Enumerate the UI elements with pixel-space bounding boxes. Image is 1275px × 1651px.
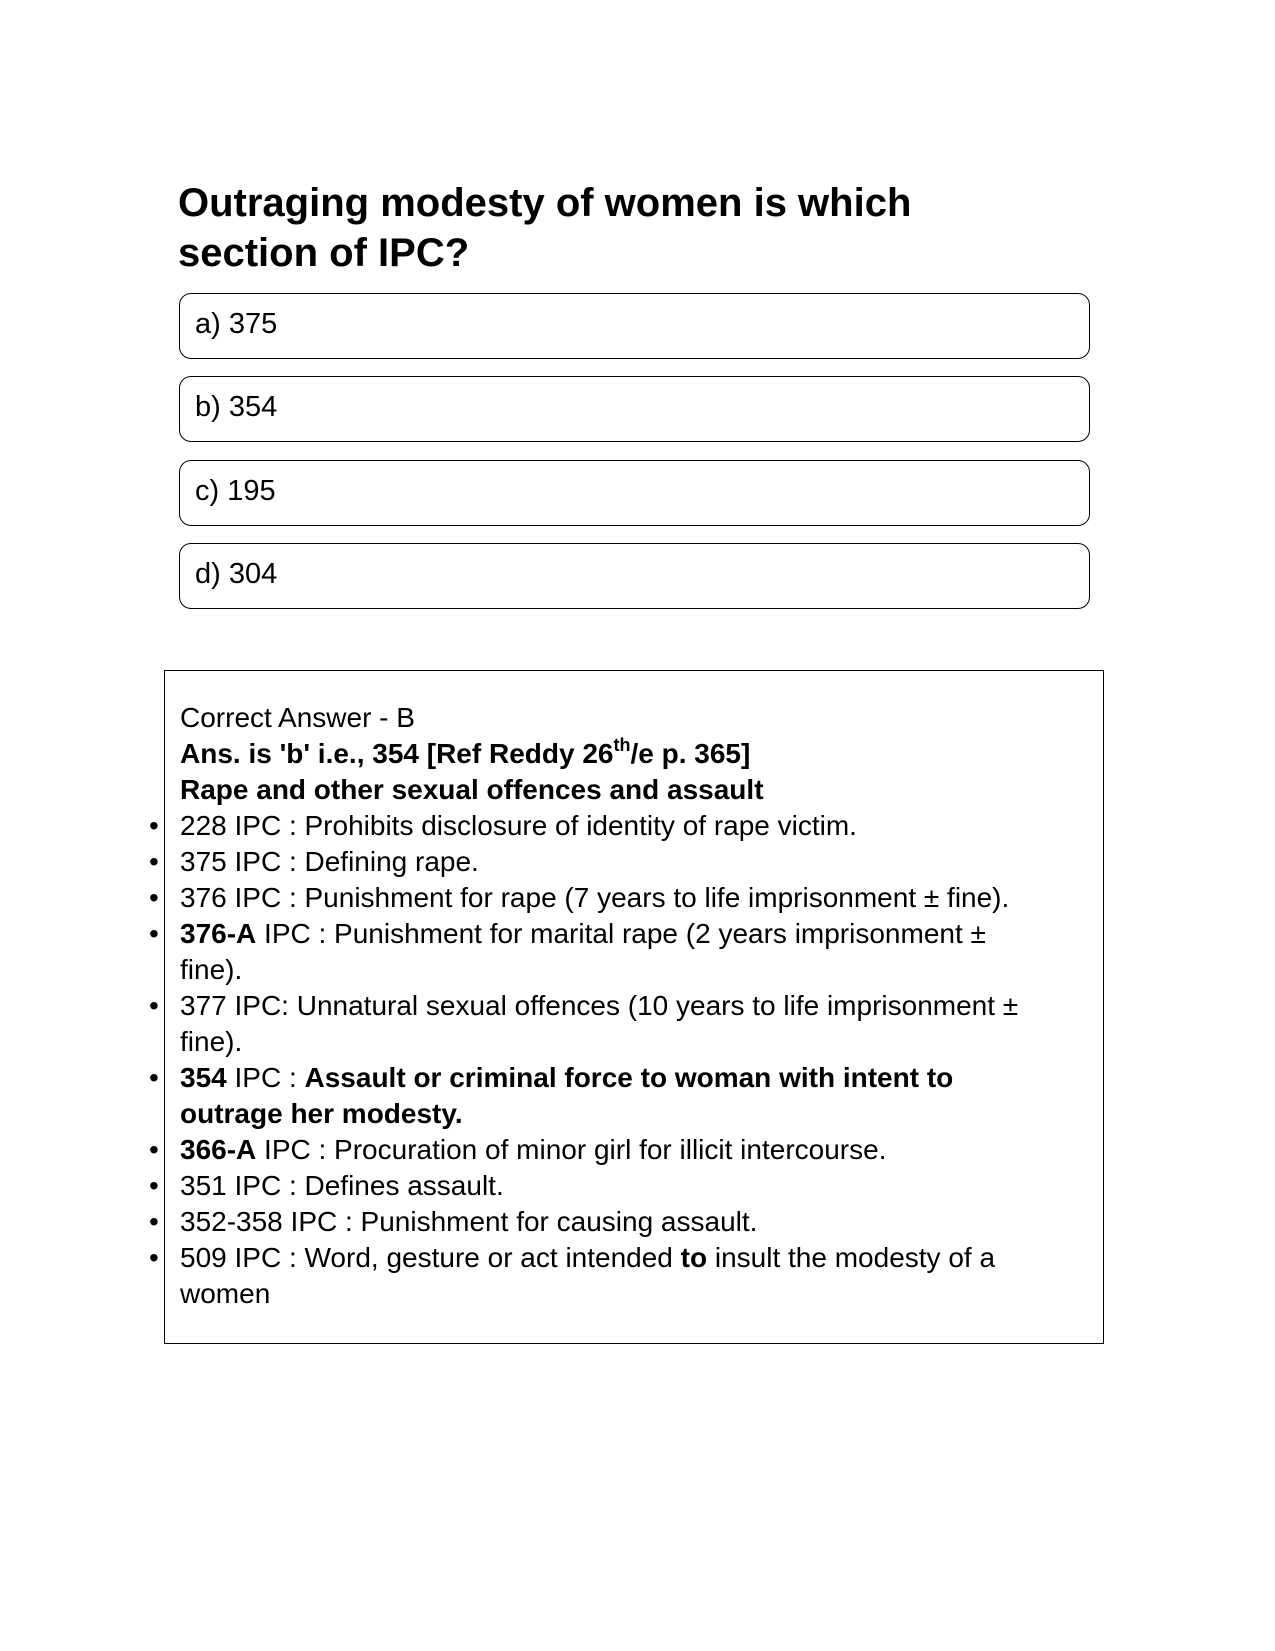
list-item: [180, 1240, 1085, 1312]
question-line-2: section of IPC?: [178, 231, 470, 275]
reference-superscript: th: [613, 735, 631, 755]
question-line-1: Outraging modesty of women is which: [178, 181, 912, 225]
point-text: IPC :: [226, 1062, 305, 1093]
point-emphasis: to: [680, 1242, 708, 1273]
option-b[interactable]: [179, 376, 1090, 442]
answer-content: [180, 700, 1085, 1312]
answer-reference: [180, 736, 1085, 772]
point-section: 354: [180, 1062, 227, 1093]
point-text: 509 IPC : Word, gesture or act intended: [180, 1242, 681, 1273]
point-emphasis: Assault or criminal force to woman with intent to: [304, 1062, 954, 1093]
point-section: 376-A: [180, 918, 257, 949]
point-text-continued: fine).: [180, 1026, 243, 1057]
option-b-label: b) 354: [195, 391, 278, 423]
list-item: [180, 880, 1085, 916]
option-a[interactable]: [179, 293, 1090, 359]
answer-heading: Rape and other sexual offences and assault: [180, 774, 764, 805]
correct-answer: Correct Answer - B: [180, 702, 415, 733]
option-d[interactable]: [179, 543, 1090, 609]
list-item: [180, 1204, 1085, 1240]
point-section: 366-A: [180, 1134, 257, 1165]
point-text: 377 IPC: Unnatural sexual offences (10 years to life imprisonment ±: [180, 990, 1019, 1021]
list-item: [180, 988, 1085, 1060]
option-d-label: d) 304: [195, 558, 278, 590]
point-text: 352-358 IPC : Punishment for causing assault.: [180, 1206, 758, 1237]
point-text-continued: fine).: [180, 954, 243, 985]
point-text-tail: insult the modesty of a: [707, 1242, 996, 1273]
option-a-label: a) 375: [195, 308, 278, 340]
point-emphasis-continued: outrage her modesty.: [180, 1098, 463, 1129]
reference-suffix: /e p. 365]: [630, 738, 751, 769]
question-title: [178, 178, 998, 278]
list-item: [180, 1168, 1085, 1204]
points-list: [180, 808, 1085, 1312]
point-text: 376 IPC : Punishment for rape (7 years to life imprisonment ± fine).: [180, 882, 1010, 913]
list-item: [180, 916, 1085, 988]
list-item: [180, 1060, 1085, 1132]
option-c-label: c) 195: [195, 475, 276, 507]
point-text: IPC : Punishment for marital rape (2 years imprisonment ±: [256, 918, 986, 949]
point-text: 351 IPC : Defines assault.: [180, 1170, 504, 1201]
point-text-continued: women: [180, 1278, 271, 1309]
list-item: [180, 1132, 1085, 1168]
reference-prefix: Ans. is 'b' i.e., 354 [Ref Reddy 26: [180, 738, 614, 769]
point-text: IPC : Procuration of minor girl for illicit intercourse.: [256, 1134, 887, 1165]
point-text: 375 IPC : Defining rape.: [180, 846, 479, 877]
list-item: [180, 844, 1085, 880]
list-item: [180, 808, 1085, 844]
option-c[interactable]: [179, 460, 1090, 526]
point-text: 228 IPC : Prohibits disclosure of identity of rape victim.: [180, 810, 857, 841]
